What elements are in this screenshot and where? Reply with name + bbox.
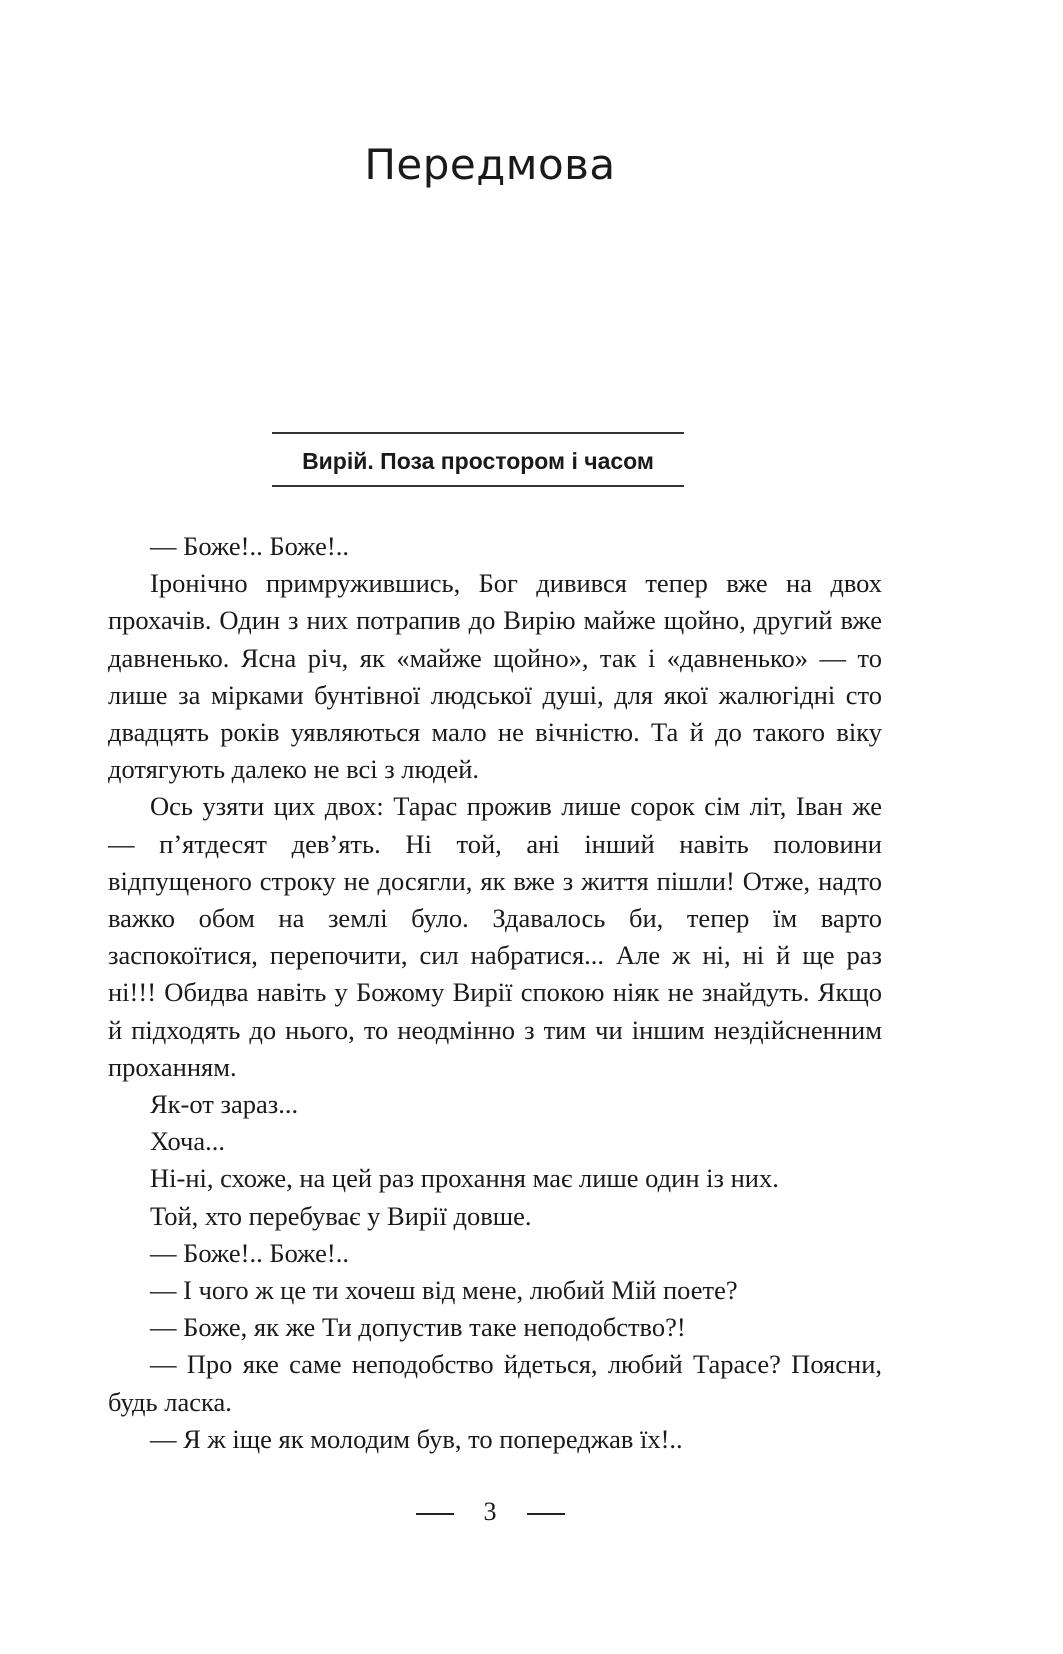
paragraph: Ось узяти цих двох: Тарас прожив лише сорок сім літ, Іван же — п’ятдесят дев’ять. Ні той, ані інший навіть половини відпущеного строку не досягли, як вже з життя пішли! Отже, надто важко обом на землі було. Здавалось би, тепер їм варто заспокоїтися, перепочити, сил набратися... Але ж ні, ні й ще раз ні!!! Обидва навіть у Божому Вирії спокою ніяк не знайдуть. Якщо й підходять до нього, то неодмінно з тим чи іншим нездійсненним проханням. xyxy=(108,791,882,1082)
footer-dash-right xyxy=(527,1513,565,1515)
paragraph: Іронічно примружившись, Бог дивився тепер вже на двох прохачів. Один з них потрапив до Вирію майже щойно, другий вже давненько. Ясна річ, як «майже щойно», так і «давненько» — то лише за мірками бунтівної людської душі, для якої жалюгідні сто двадцять років уявляються мало не вічністю. Та й до такого віку дотягують далеко не всі з людей. xyxy=(108,568,882,785)
paragraph: — Боже, як же Ти допустив таке неподобство?! xyxy=(150,1312,686,1343)
paragraph: Як-от зараз... xyxy=(150,1089,299,1120)
footer-dash-left xyxy=(416,1513,454,1515)
page-footer xyxy=(0,1497,980,1527)
paragraph: — Я ж іще як молодим був, то попереджав їх!.. xyxy=(150,1423,683,1454)
section-heading: Вирій. Поза простором і часом xyxy=(272,432,684,487)
paragraph: — Боже!.. Боже!.. xyxy=(150,1237,349,1268)
paragraph: Ні-ні, схоже, на цей раз прохання має лише один із них. xyxy=(150,1163,779,1194)
page-number: 3 xyxy=(483,1497,497,1526)
paragraph: — І чого ж це ти хочеш від мене, любий Мій поете? xyxy=(150,1275,738,1306)
paragraph: Хоча... xyxy=(150,1126,225,1157)
body-text xyxy=(108,528,882,1458)
paragraph: — Боже!.. Боже!.. xyxy=(150,531,349,561)
paragraph: Той, хто перебуває у Вирії довше. xyxy=(150,1200,532,1231)
page-title: Передмова xyxy=(364,140,616,189)
paragraph: — Про яке саме неподобство йдеться, любий Тарасе? Поясни, будь ласка. xyxy=(108,1349,882,1417)
